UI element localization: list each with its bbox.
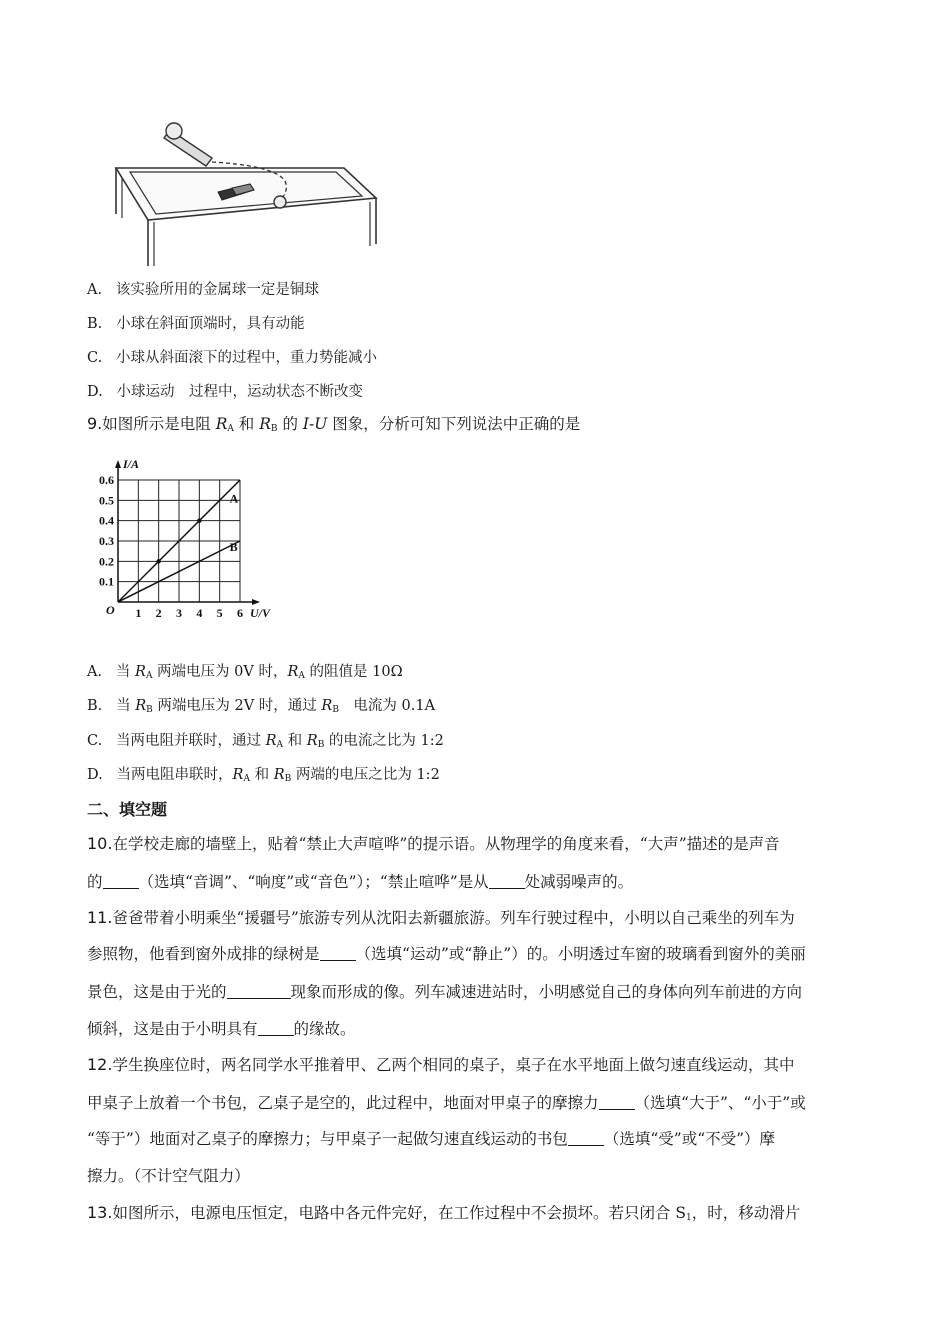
y-tick-label: 0.6 <box>99 473 114 487</box>
q11-line-2: 参照物，他看到窗外成排的绿树是 （选填“运动”或“静止”）的。小明透过车窗的玻璃看到窗外的美丽 <box>87 945 806 963</box>
x-axis-label: U/V <box>250 606 271 620</box>
section-title: 二、填空题 <box>87 800 168 819</box>
q12-line-2: 甲桌子上放着一个书包，乙桌子是空的，此过程中，地面对甲桌子的摩擦力 （选填“大于”、“小于”或 <box>87 1094 806 1112</box>
series-label-B: B <box>229 540 238 555</box>
answer-blank[interactable] <box>568 1131 604 1146</box>
q13-line-1: 13.如图所示，电源电压恒定，电路中各元件完好，在工作过程中不会损坏。若只闭合 $S_1$，时，移动滑片 <box>87 1203 801 1223</box>
iu-chart <box>86 450 286 630</box>
question-number: 12. <box>87 1055 113 1074</box>
q8-option-c: C. 小球从斜面滚下的过程中，重力势能减小 <box>87 350 378 366</box>
q11-line-4: 倾斜，这是由于小明具有 的缘故。 <box>87 1020 356 1038</box>
q8-option-a: A. 该实验所用的金属球一定是铜球 <box>87 282 319 298</box>
q8-option-b: B. 小球在斜面顶端时，具有动能 <box>87 316 305 332</box>
q10-line-1: 10.在学校走廊的墙壁上，贴着“禁止大声喧哗”的提示语。从物理学的角度来看，“大声”描述的是声音 <box>87 834 780 853</box>
x-tick-label: 5 <box>216 606 223 620</box>
x-axis-arrow <box>252 599 260 605</box>
answer-blank[interactable] <box>227 984 291 999</box>
data-point <box>156 559 160 563</box>
question-number: 11. <box>87 908 113 927</box>
answer-blank[interactable] <box>103 874 139 889</box>
q11-line-1: 11.爸爸带着小明乘坐“援疆号”旅游专列从沈阳去新疆旅游。列车行驶过程中，小明以自己乘坐的列车为 <box>87 908 795 927</box>
y-axis-label: I/A <box>123 457 140 471</box>
series-label-A: A <box>229 491 239 506</box>
y-tick-label: 0.2 <box>99 554 114 569</box>
y-tick-label: 0.4 <box>99 513 114 528</box>
q12-line-1: 12.学生换座位时，两名同学水平推着甲、乙两个相同的桌子，桌子在水平地面上做匀速直线运动，其中 <box>87 1055 795 1074</box>
q9-stem: 9.如图所示是电阻 $R_A$ 和 $R_B$ 的 I-U 图象，分析可知下列说法中正确的是 <box>87 414 581 434</box>
answer-blank[interactable] <box>258 1021 294 1036</box>
question-number: 13. <box>87 1203 113 1222</box>
answer-blank[interactable] <box>489 874 525 889</box>
q10-line-2: 的 （选填“音调”、“响度”或“音色”）；“禁止喧哗”是从 处减弱噪声的。 <box>87 873 634 891</box>
y-tick-label: 0.1 <box>99 574 114 589</box>
q12-line-3: “等于”）地面对乙桌子的摩擦力；与甲桌子一起做匀速直线运动的书包 （选填“受”或“不受”）摩 <box>87 1130 776 1148</box>
q9-option-c: C. 当两电阻并联时，通过 $R_A$ 和 $R_B$ 的电流之比为 1:2 <box>87 733 444 750</box>
question-number: 9. <box>87 414 103 433</box>
x-tick-label: 4 <box>196 606 203 620</box>
ball-start <box>166 123 182 139</box>
data-point <box>197 518 201 522</box>
y-axis-arrow <box>115 460 121 468</box>
x-tick-label: 6 <box>237 606 243 620</box>
q12-line-4: 擦力。（不计空气阻力） <box>87 1167 250 1185</box>
answer-blank[interactable] <box>320 946 356 961</box>
q11-line-3: 景色，这是由于光的 现象而形成的像。列车减速进站时，小明感觉自己的身体向列车前进的方向 <box>87 983 803 1001</box>
x-tick-label: 2 <box>155 606 162 620</box>
y-tick-label: 0.5 <box>99 493 114 508</box>
q9-option-a: A. 当 $R_A$ 两端电压为 0V 时，$R_A$ 的阻值是 10Ω <box>87 664 403 681</box>
origin-label: O <box>106 603 115 617</box>
q8-option-d: D. 小球运动 过程中，运动状态不断改变 <box>87 384 364 400</box>
answer-blank[interactable] <box>599 1095 635 1110</box>
x-tick-label: 1 <box>135 606 142 620</box>
q8-experiment-figure <box>108 118 380 268</box>
question-number: 10. <box>87 834 113 853</box>
q9-option-b: B. 当 $R_B$ 两端电压为 2V 时，通过 $R_B$ 电流为 0.1A <box>87 698 436 715</box>
q9-option-d: D. 当两电阻串联时，$R_A$ 和 $R_B$ 两端的电压之比为 1:2 <box>87 767 440 784</box>
x-tick-label: 3 <box>176 606 182 620</box>
y-tick-label: 0.3 <box>99 534 114 548</box>
ball-end <box>274 196 286 208</box>
